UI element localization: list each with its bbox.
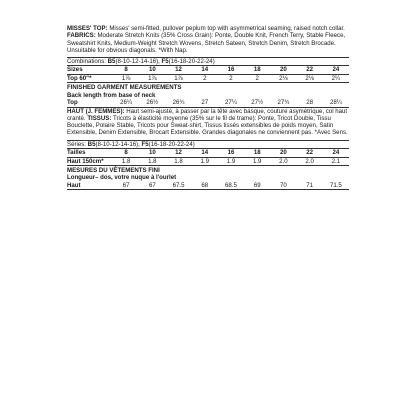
style-description: Misses' semi-fitted, pullover peplum top with asymmetrical seaming, raised notch collar. [107,25,345,32]
series-f5: F5 [141,140,149,148]
metrage-cell: 2.0 [270,157,296,166]
fabrics-heading: FABRICS: [67,32,96,40]
yardage-cell: 2 [192,74,218,83]
yardage-cell: 1⅞ [113,74,139,83]
yardage-cell: 1⅞ [165,74,191,83]
style-heading: MISSES' TOP: [67,25,108,32]
longueur-cell: 67 [113,182,139,190]
english-yardage-table [67,65,349,83]
taille-cell: 24 [323,149,349,158]
combination-f5-range: (16-18-20-22-24) [168,58,215,66]
metrage-cell: 2.0 [297,157,323,166]
yardage-cell: 2 [244,74,270,83]
back-length-cell: 28¼ [323,99,349,107]
taille-cell: 14 [192,149,218,158]
back-length-cell: 27½ [244,99,270,107]
back-length-label: Top [67,99,113,107]
combinations-label: Combinations: [67,58,108,66]
yardage-cell: 2⅛ [297,74,323,83]
yardage-cell: 2¼ [323,74,349,83]
sizes-label: Sizes [67,66,113,75]
mesures-title: MESURES DU VÊTEMENTS FINI [67,167,160,175]
metrage-label: Haut 150cm* [67,157,113,166]
yardage-cell: 1⅞ [139,74,165,83]
english-description [67,25,349,54]
yardage-cell: 2⅛ [270,74,296,83]
taille-cell: 16 [218,149,244,158]
taille-cell: 22 [297,149,323,158]
longueur-cell: 68 [192,182,218,190]
series-b5-range: (8-10-12-14-16), [95,140,142,148]
back-length-cell: 26½ [139,99,165,107]
taille-cell: 20 [270,149,296,158]
back-length-cell: 27 [192,99,218,107]
size-cell: 24 [323,66,349,75]
size-cell: 20 [270,66,296,75]
longueur-cell: 67 [139,182,165,190]
metrage-cell: 1.9 [244,157,270,166]
longueur-cell: 69 [244,182,270,190]
back-length-cell: 27¼ [218,99,244,107]
size-cell: 14 [192,66,218,75]
metrage-cell: 1.9 [192,157,218,166]
french-metrage-table [67,148,349,166]
yardage-cell: 2 [218,74,244,83]
sizes-row [67,66,349,75]
combinations-line [67,58,349,65]
fabrics-heading-fr: TISSUS: [87,114,112,122]
longueur-dos-title: Longueur– dos, votre nuque à l'ourlet [67,174,177,182]
metrage-cell: 1.8 [165,157,191,166]
longueur-cell: 71.5 [323,182,349,190]
size-cell: 22 [297,66,323,75]
metrage-row [67,157,349,166]
pattern-back-envelope [67,25,349,190]
combination-b5: B5 [107,58,116,66]
tailles-label: Tailles [67,149,113,158]
combination-f5: F5 [161,58,169,66]
english-back-length-table [67,99,349,108]
metrage-cell: 1.8 [113,157,139,166]
metrage-cell: 1.9 [218,157,244,166]
longueur-cell: 67.5 [165,182,191,190]
longueur-cell: 71 [297,182,323,190]
series-line [67,141,349,148]
series-f5-range: (16-18-20-22-24) [148,140,195,148]
taille-cell: 18 [244,149,270,158]
back-length-title: Back length from base of neck [67,91,156,99]
size-cell: 10 [139,66,165,75]
tailles-row [67,149,349,158]
series-label: Séries: [67,140,88,148]
metrage-cell: 1.8 [139,157,165,166]
back-length-cell: 28 [297,99,323,107]
back-length-row [67,99,349,107]
taille-cell: 12 [165,149,191,158]
back-length-cell: 26¼ [113,99,139,107]
size-cell: 12 [165,66,191,75]
back-length-cell: 26¾ [165,99,191,107]
size-cell: 8 [113,66,139,75]
size-cell: 18 [244,66,270,75]
yardage-label: Top 60"* [67,74,113,83]
style-description-fr: Haut semi-ajusté, à passer par la tête avec basque, couture asymétrique, col haut cranté. [67,107,348,122]
fabrics-list-fr: Tricots à élasticité moyenne (35% sur le fil de trame): Ponte, Tricot Double, Tissu Bouclette, Polaire Stable, Tricots pour Sweat-shirt, Tissus tissés extensibles de poids moyen, Satin Extensible, Denim Extensible, Brocart Extensible. Grandes diagonales ne conviennent pas. *Avec Sens. [67,114,348,137]
yardage-row [67,74,349,83]
fabrics-list: Moderate Stretch Knits (35% Cross Grain): Ponte, Double Knit, French Terry, Stable Fleece, Sweatshirt Knits, Medium-Weight Stretch Wovens, Stretch Sateen, Stretch Denim, Stretch Brocade. Unsuitable for obvious diagonals. *With Nap. [67,32,346,54]
metrage-cell: 2.1 [323,157,349,166]
finished-measurements-title: FINISHED GARMENT MEASUREMENTS [67,84,182,92]
french-back-length-table [67,182,349,191]
series-b5: B5 [87,140,96,148]
taille-cell: 8 [113,149,139,158]
french-description [67,108,349,137]
taille-cell: 10 [139,149,165,158]
style-heading-fr: HAUT (J. FEMMES): [67,107,125,115]
longueur-row [67,182,349,190]
longueur-label: Haut [67,182,113,190]
longueur-cell: 70 [270,182,296,190]
back-length-cell: 27¾ [270,99,296,107]
combination-b5-range: (8-10-12-14-16), [115,58,162,66]
longueur-cell: 68.5 [218,182,244,190]
size-cell: 16 [218,66,244,75]
